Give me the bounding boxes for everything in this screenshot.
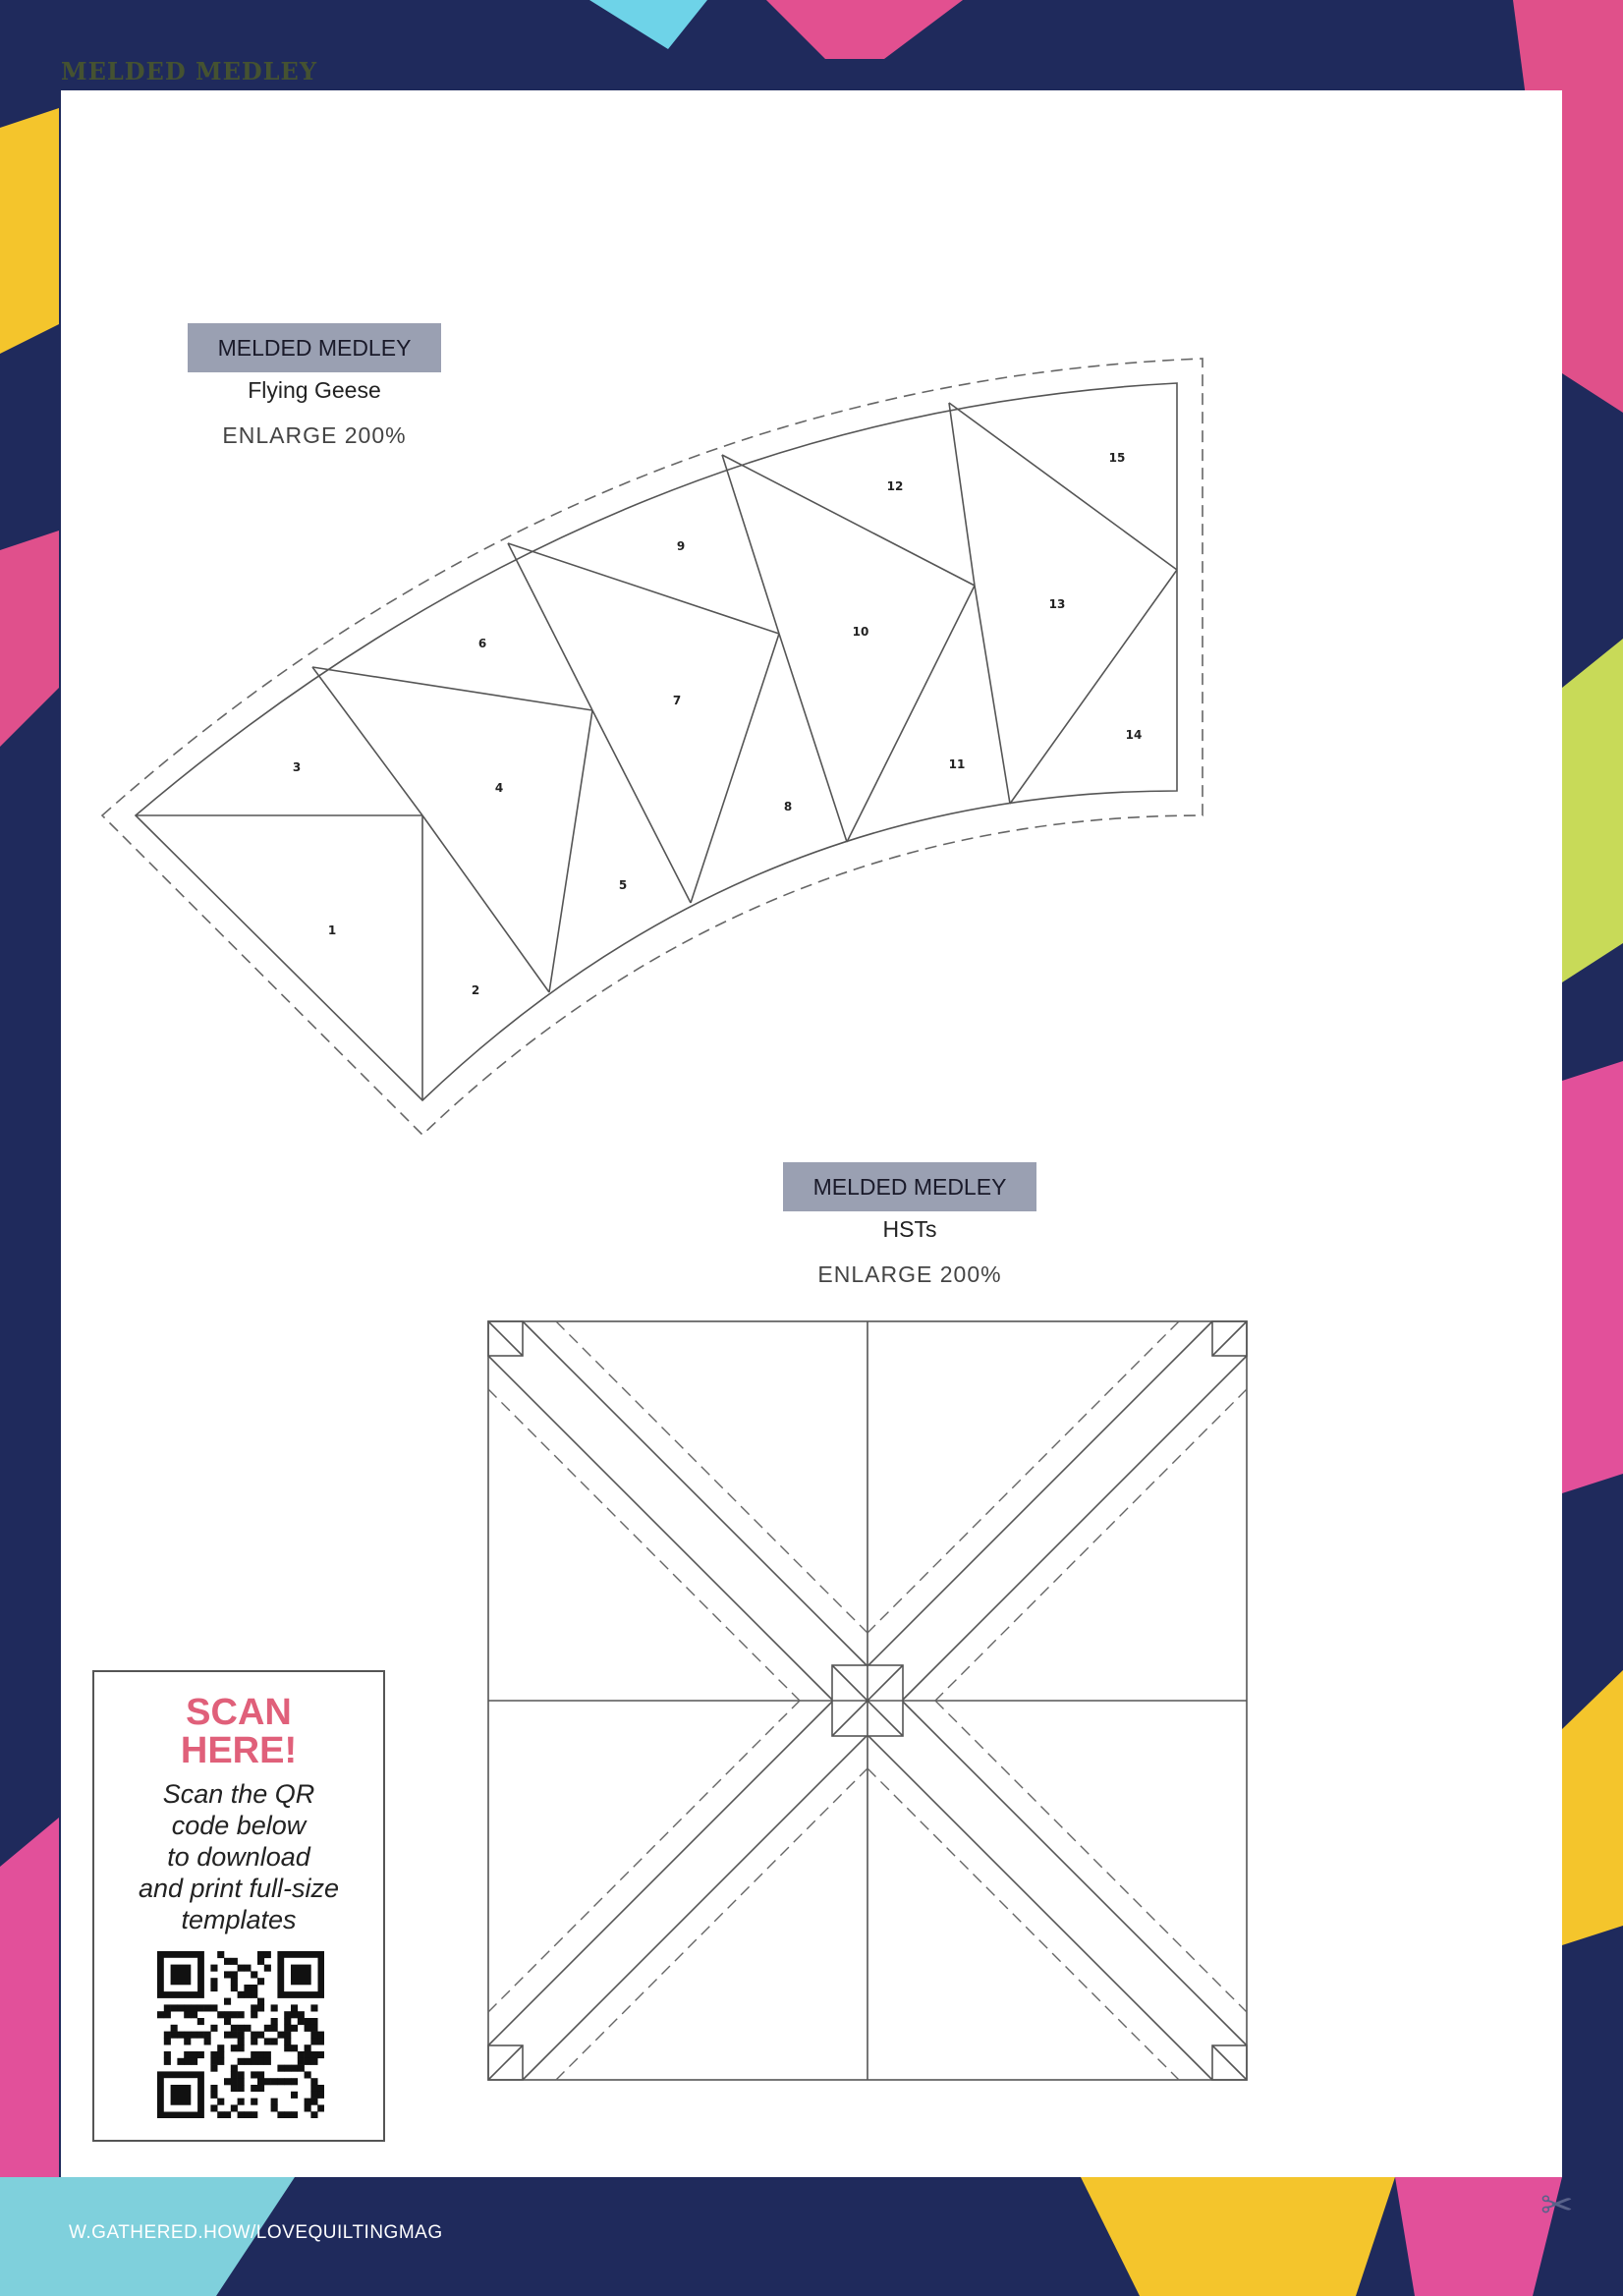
scan-text-line1: Scan the QR [162, 1779, 315, 1809]
hst-template [487, 1320, 1248, 2081]
template-scale-flying-geese: ENLARGE 200% [222, 422, 407, 448]
template-name-hsts: HSTs [882, 1216, 937, 1242]
footer-url[interactable]: W.GATHERED.HOW/LOVEQUILTINGMAG [69, 2222, 443, 2243]
piece-number: 8 [783, 800, 793, 813]
piece-number: 12 [886, 479, 904, 493]
piece-number: 10 [852, 625, 869, 639]
scan-heading-line1: SCAN [186, 1692, 292, 1733]
template-label-flying-geese: MELDED MEDLEY [188, 323, 441, 372]
piece-number: 2 [471, 983, 480, 997]
scan-text-line3: to download [167, 1842, 310, 1872]
template-scale-hsts: ENLARGE 200% [817, 1261, 1002, 1287]
scan-heading-line2: HERE! [180, 1730, 298, 1771]
scan-text-line5: templates [181, 1905, 297, 1934]
piece-number: 15 [1108, 451, 1126, 465]
piece-number: 11 [948, 757, 966, 771]
scan-text-line4: and print full-size [138, 1874, 340, 1903]
template-label-hsts: MELDED MEDLEY [783, 1162, 1036, 1211]
scan-text-line2: code below [171, 1811, 307, 1840]
piece-number: 13 [1048, 597, 1066, 611]
piece-number: 6 [477, 637, 487, 650]
piece-number: 7 [672, 694, 682, 707]
qr-code-icon[interactable] [157, 1951, 324, 2118]
scan-here-box [92, 1670, 385, 2142]
piece-number: 3 [292, 760, 302, 774]
piece-number: 1 [327, 924, 337, 937]
piece-number: 5 [618, 878, 628, 892]
page-header-title: MELDED MEDLEY [61, 57, 317, 85]
template-name-flying-geese: Flying Geese [248, 377, 381, 403]
scissors-icon: ✂ [1540, 2184, 1574, 2227]
piece-number: 14 [1125, 728, 1143, 742]
piece-number: 9 [676, 539, 686, 553]
piece-number: 4 [494, 781, 504, 795]
